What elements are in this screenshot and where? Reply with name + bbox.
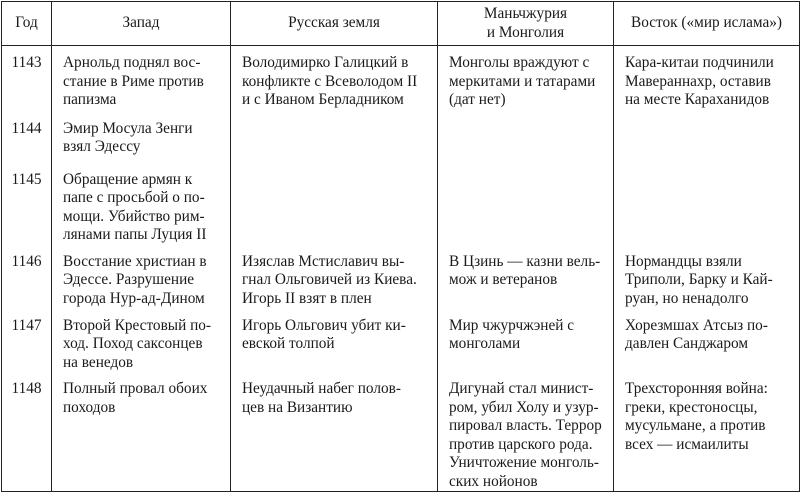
header-year: Год xyxy=(2,2,52,46)
manchuria-text-line: (дат нет) xyxy=(449,91,506,108)
west-cell xyxy=(52,309,231,373)
table-row xyxy=(2,372,800,492)
rus-text-line: Изяслав Мстиславич вы- xyxy=(242,252,405,270)
rus-text-line: Игорь II взят в плен xyxy=(242,289,372,307)
east-text-line: давлен Санджаром xyxy=(625,335,749,352)
rus-text-line: и с Иваном Берладником xyxy=(242,91,404,108)
header-row xyxy=(2,2,800,46)
east-cell xyxy=(614,309,800,373)
manchuria-cell xyxy=(438,372,614,492)
table-row xyxy=(2,46,800,112)
table-row xyxy=(2,309,800,373)
rus-cell xyxy=(231,112,438,163)
year-cell: 1145 xyxy=(2,163,52,245)
west-cell xyxy=(52,245,231,309)
west-text-line: Арнольд поднял вос- xyxy=(63,54,201,71)
manchuria-cell xyxy=(438,46,614,112)
west-cell xyxy=(52,46,231,112)
header-rus: Русская земля xyxy=(231,2,438,46)
east-cell xyxy=(614,245,800,309)
east-cell xyxy=(614,112,800,163)
west-text-line: стание в Риме против xyxy=(63,72,204,90)
west-text-line: походов xyxy=(63,398,116,416)
header-west: Запад xyxy=(52,2,231,46)
table-row xyxy=(2,112,800,163)
east-text-line: Трехсторонняя война: xyxy=(625,380,768,397)
header-manchuria-line: и Монголия xyxy=(486,23,565,41)
manchuria-cell xyxy=(438,112,614,163)
east-text-line: Кара-китаи подчинили xyxy=(625,54,774,71)
east-cell xyxy=(614,46,800,112)
manchuria-text-line: Уничтожение монголь- xyxy=(449,454,600,471)
manchuria-text-line: Дигунай стал минист- xyxy=(449,380,594,397)
west-text-line: Полный провал обоих xyxy=(63,380,208,397)
east-cell xyxy=(614,372,800,492)
year-cell: 1148 xyxy=(2,372,52,492)
header-manchuria-line: Маньчжурия xyxy=(483,5,568,22)
west-text-line: взял Эдессу xyxy=(63,138,141,155)
header-east: Восток («мир ислама») xyxy=(614,2,800,46)
west-text-line: Эдессе. Разрушение xyxy=(63,271,195,288)
west-text-line: Второй Крестовый по- xyxy=(63,316,212,334)
rus-text-line: Игорь Ольгович убит ки- xyxy=(242,316,406,334)
rus-text-line: евской толпой xyxy=(242,335,335,352)
east-text-line: на месте Караханидов xyxy=(625,91,770,108)
table-body xyxy=(2,46,800,492)
manchuria-text-line: Мир чжурчжэней с xyxy=(449,316,575,334)
rus-cell xyxy=(231,372,438,492)
chronology-table xyxy=(1,1,800,492)
header-manchuria xyxy=(438,2,614,46)
table-row xyxy=(2,245,800,309)
rus-cell xyxy=(231,309,438,373)
manchuria-cell xyxy=(438,309,614,373)
manchuria-text-line: мож и ветеранов xyxy=(449,271,558,288)
rus-cell xyxy=(231,163,438,245)
manchuria-cell xyxy=(438,163,614,245)
manchuria-text-line: пировал власть. Террор xyxy=(449,417,602,434)
east-text-line: Триполи, Барку и Кай- xyxy=(625,271,773,288)
west-text-line: мощи. Убийство рим- xyxy=(63,207,205,225)
west-cell xyxy=(52,112,231,163)
east-text-line: всех — исмаилиты xyxy=(625,435,749,453)
manchuria-text-line: ских нойонов xyxy=(449,472,538,490)
table-row xyxy=(2,163,800,245)
east-text-line: руан, но ненадолго xyxy=(625,289,749,307)
manchuria-text-line: ром, убил Холу и узур- xyxy=(449,398,599,416)
west-text-line: лянами папы Луция II xyxy=(63,226,207,243)
manchuria-text-line: меркитами и татарами xyxy=(449,72,596,90)
manchuria-cell xyxy=(438,245,614,309)
west-cell xyxy=(52,372,231,492)
west-text-line: ход. Поход саксонцев xyxy=(63,335,203,352)
manchuria-text-line: против царского рода. xyxy=(449,435,593,453)
west-text-line: Восстание христиан в xyxy=(63,252,207,270)
east-text-line: Мавераннахр, оставив xyxy=(625,72,771,90)
west-text-line: города Нур-ад-Дином xyxy=(63,289,205,307)
east-text-line: Нормандцы взяли xyxy=(625,252,742,270)
rus-text-line: Володимирко Галицкий в xyxy=(242,54,409,71)
year-cell: 1147 xyxy=(2,309,52,373)
west-text-line: Обращение армян к xyxy=(63,170,193,188)
rus-text-line: гнал Ольговичей из Киева. xyxy=(242,271,417,288)
year-cell: 1146 xyxy=(2,245,52,309)
west-cell xyxy=(52,163,231,245)
manchuria-text-line: монголами xyxy=(449,335,521,352)
west-text-line: Эмир Мосула Зенги xyxy=(63,119,193,137)
east-text-line: мусульмане, а против xyxy=(625,417,766,434)
west-text-line: на венедов xyxy=(63,353,134,371)
rus-text-line: Неудачный набег полов- xyxy=(242,380,401,397)
rus-text-line: конфликте с Всеволодом II xyxy=(242,72,418,90)
west-text-line: папизма xyxy=(63,91,117,108)
rus-text-line: цев на Византию xyxy=(242,398,353,416)
year-cell: 1144 xyxy=(2,112,52,163)
manchuria-text-line: Монголы враждуют с xyxy=(449,54,590,71)
manchuria-text-line: В Цзинь — казни вель- xyxy=(449,252,601,270)
west-text-line: папе с просьбой о по- xyxy=(63,189,205,206)
east-text-line: Хорезмшах Атсыз по- xyxy=(625,316,768,334)
year-cell: 1143 xyxy=(2,46,52,112)
east-cell xyxy=(614,163,800,245)
rus-cell xyxy=(231,245,438,309)
east-text-line: греки, крестоносцы, xyxy=(625,398,758,416)
rus-cell xyxy=(231,46,438,112)
